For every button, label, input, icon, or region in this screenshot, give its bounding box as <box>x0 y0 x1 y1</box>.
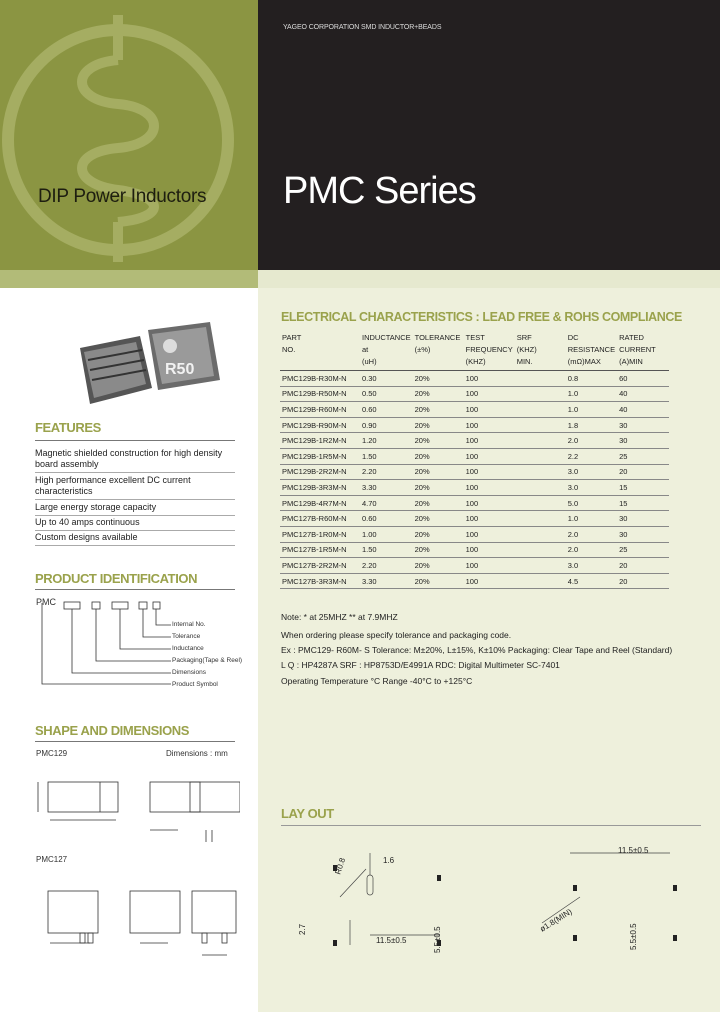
table-cell: 100 <box>464 573 515 589</box>
id-label-tolerance: Tolerance <box>172 633 201 640</box>
shape-title: SHAPE AND DIMENSIONS <box>35 723 190 738</box>
table-cell <box>515 433 566 449</box>
header-dark-block <box>258 0 720 270</box>
id-label-internal: Internal No. <box>172 621 206 628</box>
band-left <box>0 270 258 288</box>
table-cell: 3.30 <box>360 480 413 496</box>
table-row <box>280 417 669 433</box>
model-pmc129: PMC129 <box>36 749 68 758</box>
table-cell: 20% <box>413 386 464 402</box>
table-header-row <box>280 332 669 371</box>
electrical-table <box>280 332 669 589</box>
table-cell: PMC129B-R90M-N <box>280 417 360 433</box>
feature-item: Magnetic shielded construction for high density board assembly <box>35 448 235 473</box>
table-cell: 100 <box>464 542 515 558</box>
table-cell: 1.8 <box>566 417 617 433</box>
photo-marking: R50 <box>165 361 195 378</box>
table-cell: 100 <box>464 480 515 496</box>
table-cell: 100 <box>464 448 515 464</box>
dim-hole: ø1.8(MIN) <box>538 906 574 934</box>
table-cell <box>515 480 566 496</box>
table-cell: 25 <box>617 448 669 464</box>
table-cell <box>515 386 566 402</box>
table-cell: 15 <box>617 480 669 496</box>
table-cell: 3.30 <box>360 573 413 589</box>
table-cell: 0.30 <box>360 371 413 387</box>
table-cell: 2.0 <box>566 542 617 558</box>
table-cell <box>515 573 566 589</box>
table-cell: 1.00 <box>360 526 413 542</box>
table-cell: 20% <box>413 480 464 496</box>
table-row <box>280 511 669 527</box>
dim-11-5: 11.5±0.5 <box>376 936 407 945</box>
table-cell: 20% <box>413 417 464 433</box>
table-cell: 4.5 <box>566 573 617 589</box>
series-title: PMC Series <box>283 170 476 212</box>
table-cell: 20% <box>413 402 464 418</box>
table-cell: PMC127B-R60M-N <box>280 511 360 527</box>
col-tolerance: TOLERANCE (±%) <box>413 332 464 371</box>
table-cell: 20 <box>617 558 669 574</box>
table-cell <box>515 542 566 558</box>
product-id-diagram <box>36 598 236 693</box>
table-cell: 20% <box>413 526 464 542</box>
table-cell: 100 <box>464 386 515 402</box>
table-cell: 100 <box>464 371 515 387</box>
table-cell: 25 <box>617 542 669 558</box>
table-cell: 2.0 <box>566 433 617 449</box>
table-cell: 20% <box>413 573 464 589</box>
table-cell: 20 <box>617 464 669 480</box>
note-instruments: L Q : HP4287A SRF : HP8753D/E4991A RDC: Digital Multimeter SC-7401 <box>281 660 560 670</box>
table-cell: 100 <box>464 417 515 433</box>
table-cell: 3.0 <box>566 558 617 574</box>
product-id-rule <box>35 589 235 590</box>
table-cell <box>515 417 566 433</box>
feature-item: Up to 40 amps continuous <box>35 517 235 531</box>
table-cell: 20% <box>413 464 464 480</box>
note-temperature: Operating Temperature °C Range -40°C to +125°C <box>281 676 473 686</box>
table-cell <box>515 511 566 527</box>
band-right <box>258 270 720 288</box>
table-cell: 30 <box>617 526 669 542</box>
table-row <box>280 542 669 558</box>
table-cell: 30 <box>617 433 669 449</box>
table-cell: 3.0 <box>566 464 617 480</box>
product-photo <box>70 318 230 408</box>
pmc127-drawing <box>30 885 240 965</box>
table-cell: 60 <box>617 371 669 387</box>
dim-5-5-b: 5.5±0.5 <box>629 923 638 950</box>
table-cell: PMC129B-1R2M-N <box>280 433 360 449</box>
table-cell <box>515 464 566 480</box>
table-cell: 20% <box>413 448 464 464</box>
table-cell: 0.8 <box>566 371 617 387</box>
id-label-symbol: Product Symbol <box>172 681 218 688</box>
table-cell: PMC129B-3R3M-N <box>280 480 360 496</box>
dim-5-5: 5.5±0.5 <box>433 926 442 953</box>
table-cell: 20% <box>413 371 464 387</box>
table-cell: 100 <box>464 495 515 511</box>
table-cell: 0.50 <box>360 386 413 402</box>
table-cell: PMC127B-3R3M-N <box>280 573 360 589</box>
table-cell: 1.0 <box>566 386 617 402</box>
table-row <box>280 448 669 464</box>
table-cell: 100 <box>464 511 515 527</box>
id-label-packaging: Packaging(Tape & Reel) <box>172 657 243 664</box>
table-cell: 2.0 <box>566 526 617 542</box>
table-cell: 2.20 <box>360 558 413 574</box>
table-cell: 2.20 <box>360 464 413 480</box>
feature-item: High performance excellent DC current characteristics <box>35 475 235 500</box>
table-row <box>280 558 669 574</box>
feature-item: Large energy storage capacity <box>35 502 235 516</box>
table-cell: 100 <box>464 433 515 449</box>
table-cell: PMC127B-1R5M-N <box>280 542 360 558</box>
col-dc-resistance: DC RESISTANCE (mΩ)MAX <box>566 332 617 371</box>
note-frequencies: Note: * at 25MHZ ** at 7.9MHZ <box>281 612 398 622</box>
note-example: Ex : PMC129- R60M- S Tolerance: M±20%, L±15%, K±10% Packaging: Clear Tape and Reel (Standard) <box>281 645 673 655</box>
table-cell: PMC129B-R30M-N <box>280 371 360 387</box>
table-cell: 20% <box>413 495 464 511</box>
table-cell: 1.0 <box>566 511 617 527</box>
layout-title: LAY OUT <box>281 806 334 821</box>
features-rule <box>35 440 235 441</box>
table-row <box>280 526 669 542</box>
table-cell: 1.50 <box>360 542 413 558</box>
table-row <box>280 433 669 449</box>
table-cell: 1.20 <box>360 433 413 449</box>
shape-rule <box>35 741 235 742</box>
table-cell: PMC129B-R50M-N <box>280 386 360 402</box>
table-cell: 20% <box>413 433 464 449</box>
id-label-dimensions: Dimensions <box>172 669 206 676</box>
table-cell: PMC127B-2R2M-N <box>280 558 360 574</box>
note-ordering: When ordering please specify tolerance and packaging code. <box>281 630 512 640</box>
table-cell: 15 <box>617 495 669 511</box>
table-cell <box>515 371 566 387</box>
table-cell: 0.60 <box>360 402 413 418</box>
table-cell: 20 <box>617 573 669 589</box>
table-cell: 0.90 <box>360 417 413 433</box>
table-cell: PMC129B-1R5M-N <box>280 448 360 464</box>
table-cell: 100 <box>464 558 515 574</box>
pmc129-drawing <box>30 770 240 850</box>
table-cell <box>515 558 566 574</box>
coil-logo-icon <box>0 0 258 270</box>
table-row <box>280 371 669 387</box>
col-inductance: INDUCTANCE at (uH) <box>360 332 413 371</box>
features-title: FEATURES <box>35 420 101 435</box>
table-cell <box>515 402 566 418</box>
table-cell: 20% <box>413 511 464 527</box>
layout-rule <box>281 825 701 826</box>
header-green-block <box>0 0 258 270</box>
product-id-title: PRODUCT IDENTIFICATION <box>35 571 198 586</box>
table-cell: 4.70 <box>360 495 413 511</box>
table-cell: 100 <box>464 526 515 542</box>
table-cell: 40 <box>617 386 669 402</box>
col-srf: SRF (KHZ) MIN. <box>515 332 566 371</box>
table-cell: 1.50 <box>360 448 413 464</box>
col-part-no: PART NO. <box>280 332 360 371</box>
table-cell: 100 <box>464 464 515 480</box>
table-cell: 20% <box>413 542 464 558</box>
table-cell: 30 <box>617 511 669 527</box>
dim-11-5-b: 11.5±0.5 <box>618 846 649 855</box>
electrical-title: ELECTRICAL CHARACTERISTICS : LEAD FREE & ROHS COMPLIANCE <box>281 310 682 324</box>
product-id-prefix: PMC <box>36 597 56 607</box>
col-test-frequency: TEST FREQUENCY (KHZ) <box>464 332 515 371</box>
table-row <box>280 573 669 589</box>
table-cell: 30 <box>617 417 669 433</box>
table-row <box>280 386 669 402</box>
table-cell: 100 <box>464 402 515 418</box>
product-line-title: DIP Power Inductors <box>38 186 207 207</box>
table-cell: 0.60 <box>360 511 413 527</box>
model-pmc127: PMC127 <box>36 855 68 864</box>
dim-2-7: 2.7 <box>298 923 307 935</box>
table-cell <box>515 526 566 542</box>
layout-drawings <box>280 835 710 970</box>
table-cell <box>515 495 566 511</box>
id-label-inductance: Inductance <box>172 645 204 652</box>
table-cell: PMC129B-2R2M-N <box>280 464 360 480</box>
dim-1-6: 1.6 <box>383 856 395 865</box>
table-cell <box>515 448 566 464</box>
table-cell: PMC129B-R60M-N <box>280 402 360 418</box>
table-cell: 20% <box>413 558 464 574</box>
table-row <box>280 402 669 418</box>
table-cell: 40 <box>617 402 669 418</box>
table-cell: PMC127B-1R0M-N <box>280 526 360 542</box>
brand-logo-icon <box>163 339 177 353</box>
table-cell: 3.0 <box>566 480 617 496</box>
table-cell: 2.2 <box>566 448 617 464</box>
table-row <box>280 464 669 480</box>
col-rated-current: RATED CURRENT (A)MIN <box>617 332 669 371</box>
table-cell: 5.0 <box>566 495 617 511</box>
dim-r0-8: R0.8 <box>333 856 348 876</box>
table-cell: PMC129B-4R7M-N <box>280 495 360 511</box>
dimensions-units: Dimensions : mm <box>166 749 228 758</box>
table-cell: 1.0 <box>566 402 617 418</box>
table-row <box>280 495 669 511</box>
table-row <box>280 480 669 496</box>
company-name: YAGEO CORPORATION SMD INDUCTOR+BEADS <box>283 24 442 31</box>
feature-item: Custom designs available <box>35 532 235 546</box>
